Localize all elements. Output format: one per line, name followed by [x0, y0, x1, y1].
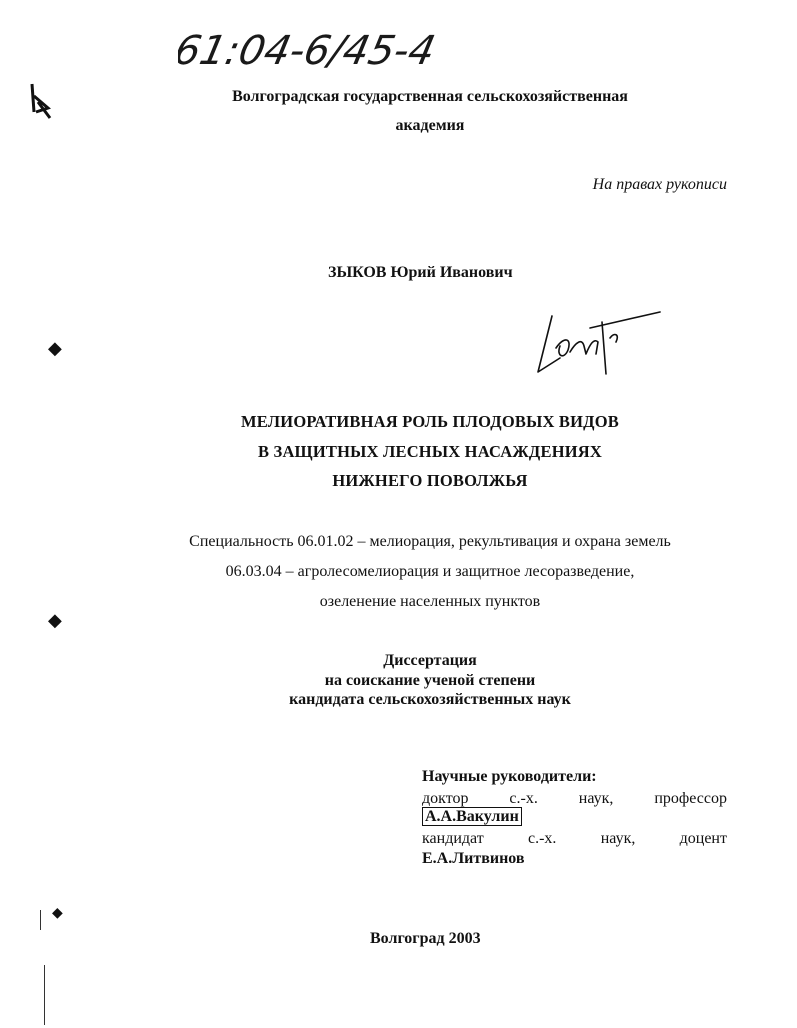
- degree-line: кандидата сельскохозяйственных наук: [289, 691, 571, 708]
- advisor-title-word: доцент: [679, 830, 727, 847]
- specialty-line: озеленение населенных пунктов: [319, 593, 541, 610]
- margin-line: [44, 965, 45, 1025]
- advisors-heading: Научные руководители:: [422, 768, 597, 785]
- document-type: Диссертация: [383, 652, 477, 669]
- hole-punch-mark-icon: ◆: [52, 906, 63, 921]
- handwritten-archive-code: [178, 18, 448, 78]
- handwritten-code-text: 61:04-6/45-4: [178, 26, 440, 74]
- dissertation-title-line: НИЖНЕГО ПОВОЛЖЬЯ: [332, 471, 528, 490]
- degree-line: на соискание ученой степени: [324, 672, 536, 689]
- hole-punch-mark-icon: ◆: [48, 610, 62, 630]
- binding-mark-icon: [28, 82, 54, 127]
- advisor-title-word: наук,: [600, 830, 636, 847]
- specialty-line: 06.03.04 – агролесомелиорация и защитное лесоразведение,: [225, 563, 635, 580]
- margin-line: [40, 910, 41, 930]
- handwritten-code-drawing: [178, 18, 448, 78]
- advisor-title-word: с.-х.: [509, 790, 538, 807]
- advisor-2-title: [422, 830, 727, 848]
- advisor-1-name-row: [422, 808, 727, 826]
- hole-punch-mark-icon: ◆: [48, 338, 62, 358]
- institution-name-continued: академия: [395, 117, 465, 134]
- institution-name: Волгоградская государственная сельскохозяйственная: [232, 88, 628, 105]
- advisor-title-word: профессор: [654, 790, 727, 807]
- advisor-2-name: Е.А.Литвинов: [422, 850, 525, 867]
- advisor-2-name-row: [422, 850, 727, 868]
- advisor-1-title: [422, 790, 727, 808]
- manuscript-rights-note: На правах рукописи: [592, 176, 727, 193]
- advisor-title-word: с.-х.: [528, 830, 557, 847]
- author-name: ЗЫКОВ Юрий Иванович: [328, 264, 513, 281]
- advisor-title-word: кандидат: [422, 830, 484, 847]
- advisor-title-word: наук,: [578, 790, 614, 807]
- advisor-title-word: доктор: [422, 790, 469, 807]
- city-year: Волгоград 2003: [370, 930, 481, 947]
- dissertation-title-line: МЕЛИОРАТИВНАЯ РОЛЬ ПЛОДОВЫХ ВИДОВ: [241, 412, 619, 431]
- specialty-line: Специальность 06.01.02 – мелиорация, рекультивация и охрана земель: [189, 533, 671, 550]
- advisor-1-name: А.А.Вакулин: [422, 807, 522, 826]
- dissertation-title-line: В ЗАЩИТНЫХ ЛЕСНЫХ НАСАЖДЕНИЯХ: [258, 442, 602, 461]
- author-signature: [530, 308, 670, 380]
